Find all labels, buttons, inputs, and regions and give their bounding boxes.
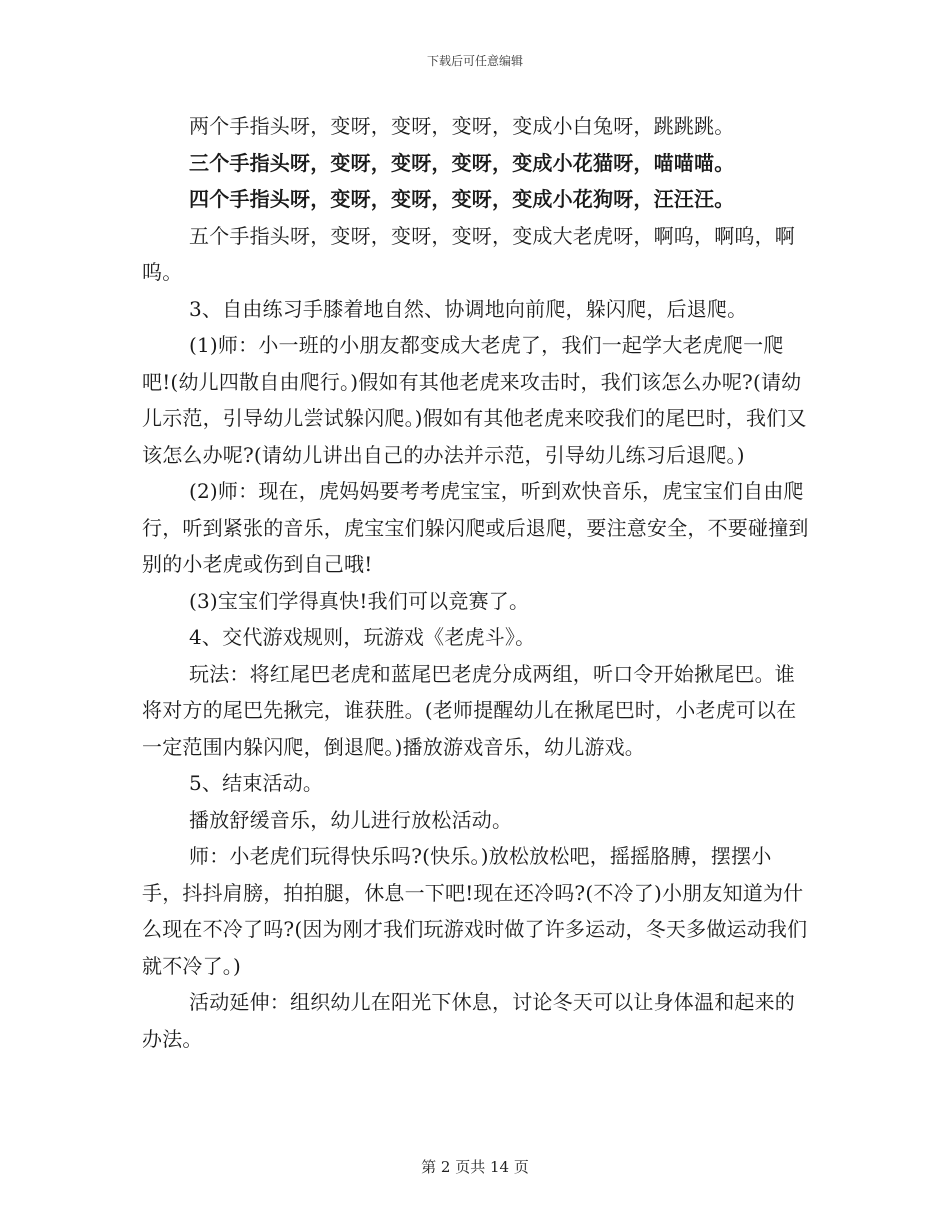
paragraph: 3、自由练习手膝着地自然、协调地向前爬，躲闪爬，后退爬。: [189, 296, 748, 321]
page-header: 下载后可任意编辑: [426, 54, 523, 68]
page-footer: 第 2 页共 14 页: [421, 1158, 529, 1176]
paragraph: 两个手指头呀，变呀，变呀，变呀，变成小白兔呀，跳跳跳。: [189, 114, 735, 138]
paragraph: 5、结束活动。: [189, 771, 324, 795]
paragraph: 四个手指头呀，变呀，变呀，变呀，变成小花狗呀，汪汪汪。: [189, 187, 735, 211]
paragraph: 播放舒缓音乐，幼儿进行放松活动。: [189, 807, 513, 832]
paragraph: (3)宝宝们学得真快!我们可以竞赛了。: [189, 588, 530, 613]
paragraph: 玩法：将红尾巴老虎和蓝尾巴老虎分成两组，听口令开始揪尾巴。谁将对方的尾巴先揪完，谁获胜。(老师提醒幼儿在揪尾巴时，小老虎可以在一定范围内躲闪爬，倒退爬。)播放游戏音乐，幼儿游戏。: [142, 661, 797, 759]
paragraph: 五个手指头呀，变呀，变呀，变呀，变成大老虎呀，啊呜，啊呜，啊呜。: [142, 223, 795, 284]
paragraph: 4、交代游戏规则，玩游戏《老虎斗》。: [189, 625, 536, 649]
document-body: [142, 108, 810, 1057]
paragraph: (1)师：小一班的小朋友都变成大老虎了，我们一起学大老虎爬一爬吧!(幼儿四散自由爬行。)假如有其他老虎来攻击时，我们该怎么办呢?(请幼儿示范，引导幼儿尝试躲闪爬。)假如有其他老虎来咬我们的尾巴时，我们又该怎么办呢?(请幼儿讲出自己的办法并示范，引导幼儿练习后退爬。): [142, 333, 807, 467]
paragraph: (2)师：现在，虎妈妈要考考虎宝宝，听到欢快音乐，虎宝宝们自由爬行，听到紧张的音乐，虎宝宝们躲闪爬或后退爬，要注意安全，不要碰撞到别的小老虎或伤到自己哦!: [142, 479, 809, 576]
paragraph: 活动延伸：组织幼儿在阳光下休息，讨论冬天可以让身体温和起来的办法。: [142, 990, 795, 1051]
paragraph: 师：小老虎们玩得快乐吗?(快乐。)放松放松吧，摇摇胳膊，摆摆小手，抖抖肩膀，拍拍腿，休息一下吧!现在还冷吗?(不冷了)小朋友知道为什么现在不冷了吗?(因为刚才我们玩游戏时做了许多运动，冬天多做运动我们就不冷了。): [142, 844, 808, 978]
paragraph: 三个手指头呀，变呀，变呀，变呀，变成小花猫呀，喵喵喵。: [189, 150, 735, 175]
